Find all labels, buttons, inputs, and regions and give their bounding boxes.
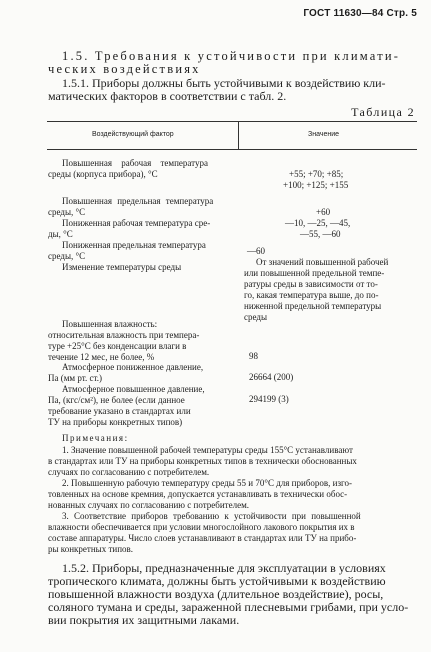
note-line: случаях по согласованию с потребителем. bbox=[48, 467, 210, 477]
paragraph-152-line-5: вии покрытия их защитными лаками. bbox=[48, 613, 240, 627]
value-line: От значений повышенной рабочей bbox=[256, 257, 389, 267]
factor-line: Атмосферное пониженное давление, bbox=[62, 362, 204, 372]
paragraph-151-line-1: 1.5.1. Приборы должны быть устойчивыми к воздействию кли- bbox=[62, 76, 386, 90]
value-line: —10, —25, —45, bbox=[285, 218, 351, 228]
value-line: или повышенной предельной темпе- bbox=[244, 268, 385, 278]
value-line: ниженной предельной температуры bbox=[244, 301, 382, 311]
factor-line: требование указано в стандартах или bbox=[48, 406, 191, 416]
paragraph-152-line-1: 1.5.2. Приборы, предназначенные для эксплуатации в условиях bbox=[62, 561, 386, 575]
table-top-rule bbox=[47, 121, 417, 122]
paragraph-152-line-2: тропического климата, должны быть устойчивыми к воздействию bbox=[48, 574, 386, 588]
factor-line: Па, (кгс/см²), не более (если данное bbox=[48, 395, 185, 405]
value-line: 98 bbox=[249, 351, 258, 361]
factor-line: Изменение температуры среды bbox=[62, 262, 182, 272]
factor-line: ТУ на приборы конкретных типов) bbox=[48, 417, 183, 427]
value-line: среды bbox=[244, 312, 267, 322]
table-header-factor: Воздействующий фактор bbox=[92, 131, 174, 138]
factor-line: Атмосферное повышенное давление, bbox=[62, 384, 205, 394]
value-line: —60 bbox=[247, 246, 265, 256]
value-line: +60 bbox=[316, 207, 331, 217]
paragraph-152-line-3: повышенной влажности воздуха (длительное воздействие), росы, bbox=[48, 587, 384, 601]
factor-line: относительная влажность при темпера- bbox=[48, 330, 200, 340]
page-header: ГОСТ 11630—84 Стр. 5 bbox=[303, 8, 417, 19]
value-line: ратуры среды в зависимости от то- bbox=[244, 279, 378, 289]
factor-line: среды, °С bbox=[48, 251, 86, 261]
factor-line: среды, °С bbox=[48, 207, 86, 217]
value-line: +100; +125; +155 bbox=[283, 180, 349, 190]
factor-line: Повышенная предельная температура bbox=[62, 196, 214, 206]
table-column-divider bbox=[238, 121, 239, 149]
factor-line: Пониженная предельная температура bbox=[62, 240, 206, 250]
value-line: го, какая температура выше, до по- bbox=[244, 290, 379, 300]
note-line: в стандартах или ТУ на приборы конкретных типов в технически обоснованных bbox=[48, 456, 357, 466]
note-line: нованных случаях по согласованию с потребителем. bbox=[48, 500, 250, 510]
value-line: 294199 (3) bbox=[249, 394, 289, 404]
factor-line: течение 12 мес, не более, % bbox=[48, 352, 155, 362]
factor-line: ды, °С bbox=[48, 229, 73, 239]
value-line: +55; +70; +85; bbox=[289, 169, 344, 179]
table-header-value: Значение bbox=[308, 131, 340, 138]
value-line: —55, —60 bbox=[300, 229, 341, 239]
note-line: 2. Повышенную рабочую температуру среды 55 и 70°С для приборов, изго- bbox=[62, 478, 352, 488]
table-header-rule bbox=[47, 149, 417, 150]
paragraph-151-line-2: матических факторов в соответствии с табл. 2. bbox=[48, 89, 287, 103]
value-line: 26664 (200) bbox=[249, 372, 294, 382]
paragraph-152-line-4: соляного тумана и среды, зараженной плесневыми грибами, при усло- bbox=[48, 600, 409, 614]
section-title-line-2: ческих воздействиях bbox=[48, 62, 201, 76]
factor-line: среды (корпуса прибора), °С bbox=[48, 169, 158, 179]
note-line: ры конкретных типов. bbox=[48, 544, 134, 554]
factor-line: туре +25°С без конденсации влаги в bbox=[48, 341, 187, 351]
factor-line: Па (мм рт. ст.) bbox=[48, 373, 103, 383]
note-line: 1. Значение повышенной рабочей температуры среды 155°С устанавливают bbox=[62, 445, 353, 455]
note-line: 3. Соответствие приборов требованию к устойчивости при повышенной bbox=[62, 511, 361, 521]
note-line: товленных на основе кремния, допускается устанавливать в технически обос- bbox=[48, 489, 348, 499]
factor-line: Пониженная рабочая температура сре- bbox=[62, 218, 211, 228]
notes-title: Примечания: bbox=[62, 433, 129, 443]
note-line: влажности обеспечивается при условии многослойного лакового покрытия их в bbox=[48, 522, 355, 532]
table-caption: Таблица 2 bbox=[351, 105, 415, 119]
section-title-line-1: 1.5. Требования к устойчивости при климати- bbox=[62, 49, 401, 63]
factor-line: Повышенная рабочая температура bbox=[62, 158, 208, 168]
note-line: составе аппаратуры. Число слоев устанавливают в стандартах или ТУ на прибо- bbox=[48, 533, 357, 543]
factor-line: Повышенная влажность: bbox=[62, 319, 158, 329]
